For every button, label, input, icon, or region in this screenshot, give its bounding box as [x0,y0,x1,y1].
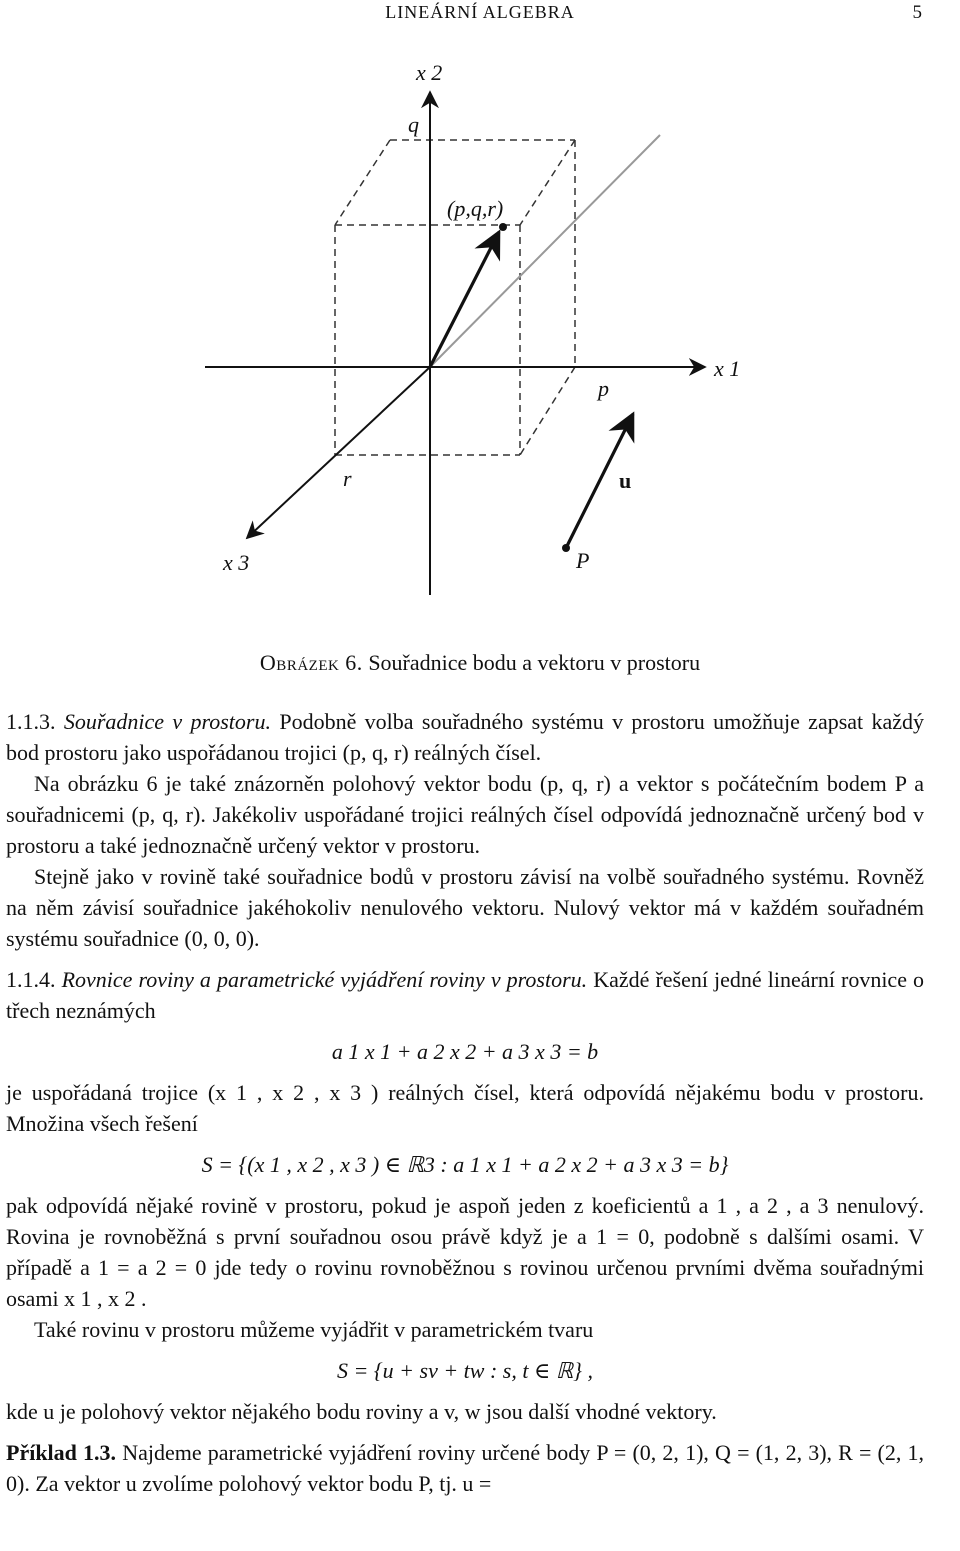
label-r: r [343,466,352,491]
example-text: Najdeme parametrické vyjádření roviny určené body P = (0, 2, 1), Q = (1, 2, 3), R = (2, 1, 0). Za vektor u zvolíme polohový vektor bodu P, tj. u = [6,1440,924,1496]
caption-label: Obrázek 6. [259,650,363,675]
dashed-box [335,140,575,455]
paragraph: Také rovinu v prostoru můžeme vyjádřit v parametrickém tvaru [34,1317,594,1342]
paragraph: je uspořádaná trojice (x 1 , x 2 , x 3 ) reálných čísel, která odpovídá nějakému bodu v prostoru. Množina všech řešení [6,1080,924,1136]
point-P [562,544,570,552]
page-number: 5 [912,2,922,23]
figure-caption [0,650,960,676]
section-title: Souřadnice v prostoru. [63,709,271,734]
label-pqr: (p,q,r) [447,196,504,221]
example-1-3 [6,1437,924,1499]
body-text [6,706,924,1499]
section-1-1-4 [6,964,924,1026]
x3-axis [247,367,430,538]
section-number: 1.1.4. [6,967,56,992]
coordinate-diagram [0,40,960,640]
box-edge [520,367,575,455]
label-x1: x 1 [714,356,741,381]
equation-linear: a 1 x 1 + a 2 x 2 + a 3 x 3 = b [331,1039,599,1064]
equation-solution-set: S = {(x 1 , x 2 , x 3 ) ∈ ℝ3 : a 1 x 1 + a 2 x 2 + a 3 x 3 = b} [201,1152,729,1177]
point-pqr [499,223,507,231]
running-title: LINEÁRNÍ ALGEBRA [385,2,575,22]
caption-text: Souřadnice bodu a vektoru v prostoru [368,650,701,675]
diagonal-line [430,135,660,367]
label-u: u [619,468,632,493]
position-vector [430,232,499,367]
section-text: Každé řešení jedné lineární rovnice o třech neznámých [6,967,925,1023]
example-label: Příklad 1.3. [6,1440,117,1465]
label-x3: x 3 [223,550,250,575]
equation-parametric: S = {u + sv + tw : s, t ∈ ℝ} , [337,1358,593,1383]
paragraph: Stejně jako v rovině také souřadnice bodů v prostoru závisí na volbě souřadného systému. Rovněž na něm závisí souřadnice jakéhokoliv nenulového vektoru. Nulový vektor má v každém souřadném systému souřadnice (0, 0, 0). [6,864,924,951]
label-p: p [598,376,609,401]
paragraph: kde u je polohový vektor nějakého bodu roviny a v, w jsou další vhodné vektory. [6,1399,717,1424]
section-text: Podobně volba souřadného systému v prostoru umožňuje zapsat každý bod prostoru jako uspořádanou trojici (p, q, r) reálných čísel. [6,709,925,765]
label-q: q [408,112,419,137]
label-P: P [576,548,590,573]
running-head [0,2,960,26]
section-1-1-3 [6,706,924,768]
paragraph: Na obrázku 6 je také znázorněn polohový vektor bodu (p, q, r) a vektor s počátečním bodem P a souřadnicemi (p, q, r). Jakékoliv uspořádané trojici reálných čísel odpovídá jednoznačně určený bod v prostoru a také jednoznačně určený vektor v prostoru. [6,771,924,858]
section-title: Rovnice roviny a parametrické vyjádření roviny v prostoru. [61,967,588,992]
figure-6 [0,40,960,640]
box-edge [335,140,390,225]
paragraph: pak odpovídá nějaké rovině v prostoru, pokud je aspoň jeden z koeficientů a 1 , a 2 , a 3 nenulový. Rovina je rovnoběžná s první souřadnou osou právě když je a 1 = 0, podobně s dalšími osami. V případě a 1 = a 2 = 0 jde tedy o rovinu rovnoběžnou s rovinou určenou prvními dvěma souřadnými osami x 1 , x 2 . [6,1193,924,1311]
section-number: 1.1.3. [6,709,56,734]
box-edge [520,140,575,225]
label-x2: x 2 [416,60,443,85]
